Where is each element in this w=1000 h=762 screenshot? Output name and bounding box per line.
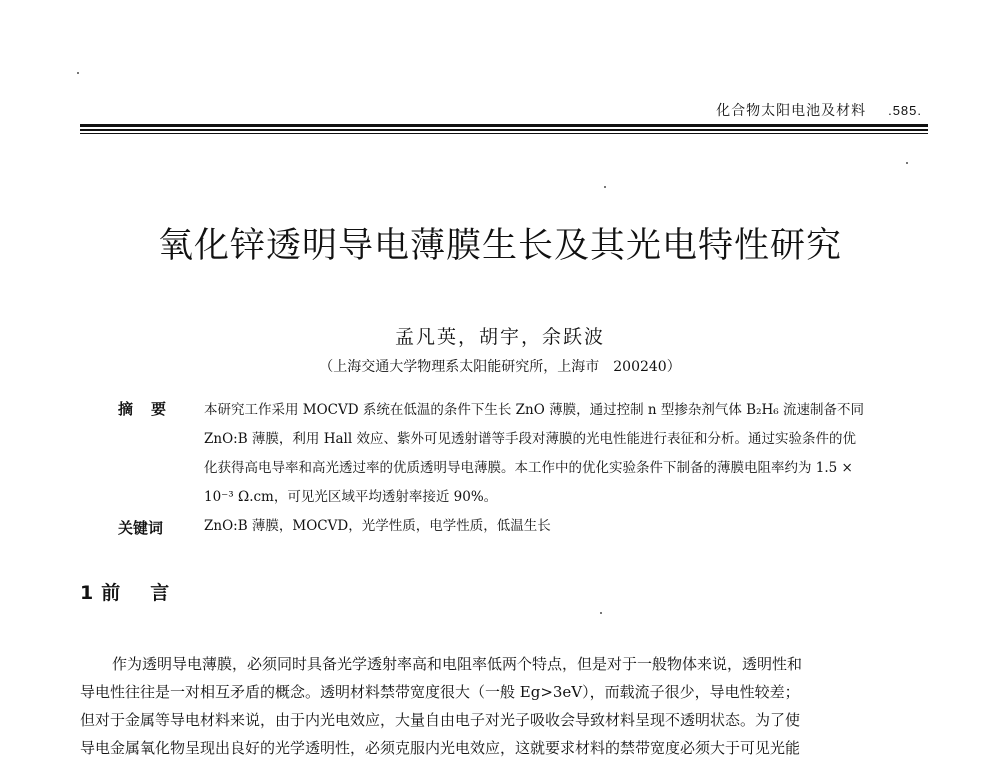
affiliation: （上海交通大学物理系太阳能研究所，上海市 200240） <box>319 359 681 375</box>
abstract-body <box>204 396 920 512</box>
author-list: 孟凡英，胡宇，余跃波 <box>394 326 605 348</box>
page-number: .585. <box>888 103 922 118</box>
body-line: 导电金属氧化物呈现出良好的光学透明性，必须克服内光电效应，这就要求材料的禁带宽度必须大于可见光能 <box>80 739 801 757</box>
running-header <box>716 100 922 120</box>
abstract-line: 化获得高电导率和高光透过率的优质透明导电薄膜。本工作中的优化实验条件下制备的薄膜电阻率约为 1.5 × <box>204 460 853 476</box>
scan-speck <box>77 72 79 74</box>
body-line: 但对于金属等导电材料来说，由于内光电效应，大量自由电子对光子吸收会导致材料呈现不透明状态。为了使 <box>80 711 801 729</box>
abstract-line: 本研究工作采用 MOCVD 系统在低温的条件下生长 ZnO 薄膜，通过控制 n 型掺杂剂气体 B₂H₆ 流速制备不同 <box>204 402 864 418</box>
abstract-label: 摘要 <box>118 400 185 418</box>
keywords-text: ZnO:B 薄膜，MOCVD，光学性质，电学性质，低温生长 <box>204 518 551 534</box>
section-heading <box>80 578 169 605</box>
keywords-label: 关键词 <box>118 519 164 537</box>
paper-title: 氧化锌透明导电薄膜生长及其光电特性研究 <box>157 226 842 266</box>
scan-speck <box>600 612 602 614</box>
header-rule-thick <box>80 124 928 127</box>
scan-speck <box>906 162 908 164</box>
body-line: 导电性往往是一对相互矛盾的概念。透明材料禁带宽度很大（一般 Eg>3eV），而载流子很少，导电性较差； <box>80 683 800 701</box>
body-line: 作为透明导电薄膜，必须同时具备光学透射率高和电阻率低两个特点，但是对于一般物体来说，透明性和 <box>112 655 803 673</box>
section-title-part: 言 <box>150 582 170 604</box>
journal-section-name: 化合物太阳电池及材料 <box>716 103 867 119</box>
body-paragraph <box>80 650 930 762</box>
header-rule-middle <box>80 129 928 131</box>
section-title-part: 前 <box>101 582 121 604</box>
abstract-line: ZnO:B 薄膜，利用 Hall 效应、紫外可见透射谱等手段对薄膜的光电性能进行表征和分析。通过实验条件的优 <box>204 431 856 447</box>
abstract-line: 10⁻³ Ω.cm，可见光区域平均透射率接近 90%。 <box>204 489 498 505</box>
scan-speck <box>604 186 606 188</box>
header-rule-thin <box>80 133 928 134</box>
section-number: 1 <box>80 582 94 604</box>
